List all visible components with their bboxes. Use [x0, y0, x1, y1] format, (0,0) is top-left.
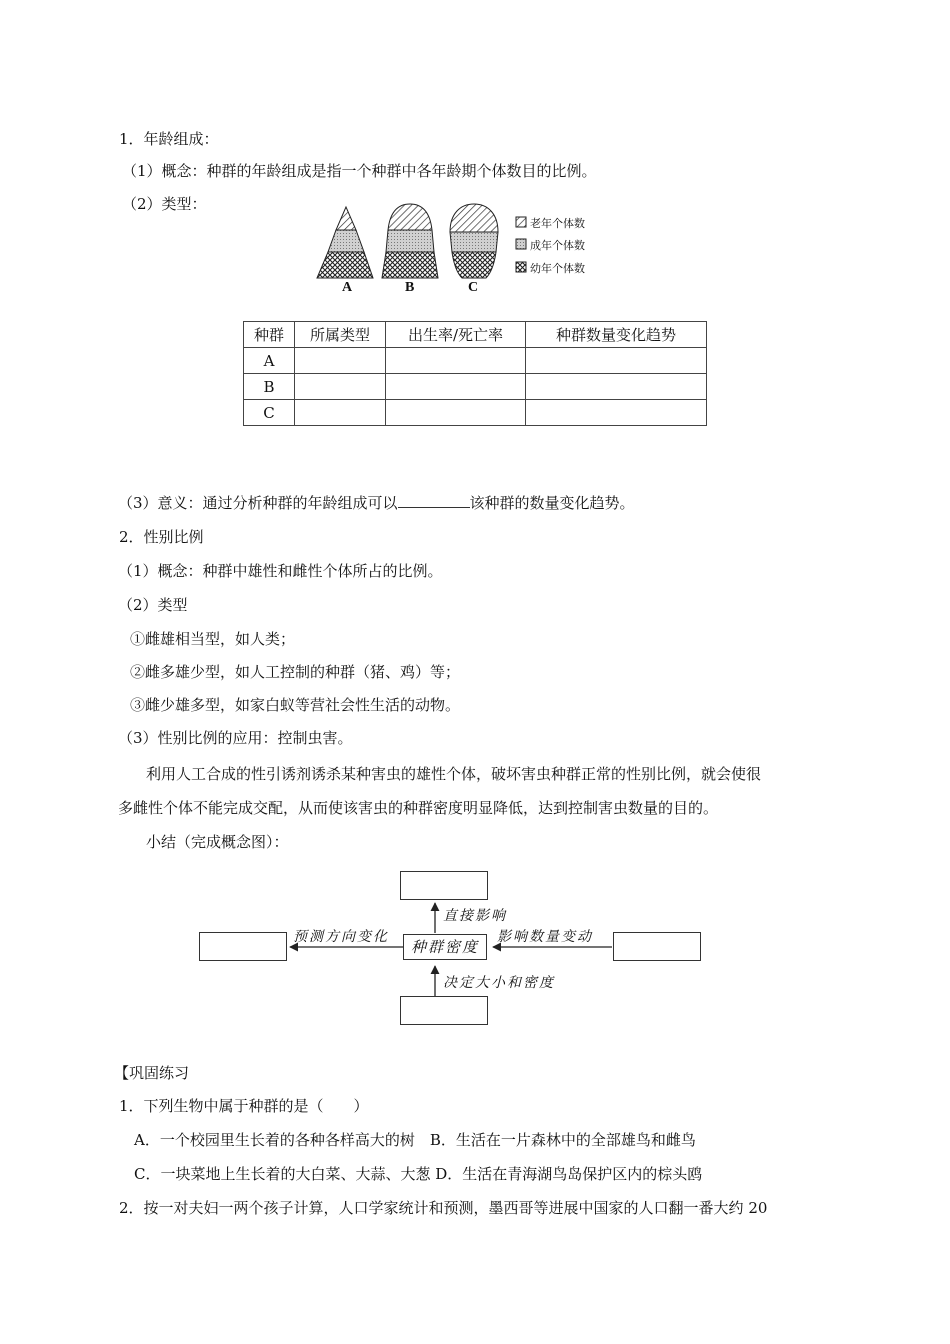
section2-paragraph-line1: 利用人工合成的性引诱剂诱杀某种害虫的雄性个体，破坏害虫种群正常的性别比例，就会使很	[146, 765, 762, 783]
label-direct-effect: 直接影响	[443, 908, 507, 924]
header-trend: 种群数量变化趋势	[526, 322, 707, 348]
label-determine-size: 决定大小和密度	[443, 975, 555, 991]
question-1: 1．下列生物中属于种群的是（ ）	[119, 1097, 369, 1115]
section2-type2: ②雌多雄少型，如人工控制的种群（猪、鸡）等；	[130, 663, 461, 681]
question-1-options-cd[interactable]: C．一块菜地上生长着的大白菜、大蒜、大葱 D．生活在青海湖鸟岛保护区内的棕头鸥	[134, 1165, 703, 1183]
section2-application: （3）性别比例的应用：控制虫害。	[118, 729, 353, 747]
label-c: C	[468, 280, 479, 295]
label-predict-trend: 预测方向变化	[293, 929, 389, 945]
practice-heading: 【巩固练习	[114, 1064, 190, 1082]
summary-label: 小结（完成概念图）：	[146, 833, 289, 851]
legend-old: 老年个体数	[530, 217, 585, 230]
section1-title: 1．年龄组成：	[119, 130, 219, 148]
header-type: 所属类型	[295, 322, 386, 348]
concept-center: 种群密度	[403, 934, 487, 960]
header-population: 种群	[244, 322, 295, 348]
section1-types-label: （2）类型：	[122, 195, 207, 213]
header-birth-death: 出生率/死亡率	[386, 322, 526, 348]
label-affect-change: 影响数量变动	[497, 929, 593, 945]
legend-adult: 成年个体数	[530, 239, 585, 252]
concept-box-bottom[interactable]	[400, 996, 488, 1025]
section1-meaning: （3）意义：通过分析种群的年龄组成可以 该种群的数量变化趋势。	[118, 494, 635, 512]
legend-young: 幼年个体数	[530, 262, 585, 275]
section2-title: 2．性别比例	[119, 528, 204, 546]
label-a: A	[342, 280, 353, 295]
section2-paragraph-line2: 多雌性个体不能完成交配，从而使该害虫的种群密度明显降低，达到控制害虫数量的目的。	[118, 799, 719, 817]
section1-concept: （1）概念：种群的年龄组成是指一个种群中各年龄期个体数目的比例。	[122, 162, 597, 180]
concept-box-right[interactable]	[613, 932, 701, 961]
concept-box-top[interactable]	[400, 871, 488, 900]
label-b: B	[405, 280, 415, 295]
concept-box-left[interactable]	[199, 932, 287, 961]
question-2: 2．按一对夫妇一两个孩子计算，人口学家统计和预测，墨西哥等进展中国家的人口翻一番大约 20	[119, 1199, 768, 1217]
section2-type1: ①雌雄相当型，如人类；	[130, 630, 296, 648]
section2-types-label: （2）类型	[118, 596, 188, 614]
row-label: A	[244, 348, 295, 374]
row-label: B	[244, 374, 295, 400]
row-label: C	[244, 400, 295, 426]
section2-type3: ③雌少雄多型，如家白蚁等营社会性生活的动物。	[130, 696, 461, 714]
section2-concept: （1）概念：种群中雄性和雌性个体所占的比例。	[118, 562, 443, 580]
question-1-options-ab[interactable]: A．一个校园里生长着的各种各样高大的树 B．生活在一片森林中的全部雄鸟和雌鸟	[134, 1131, 696, 1149]
